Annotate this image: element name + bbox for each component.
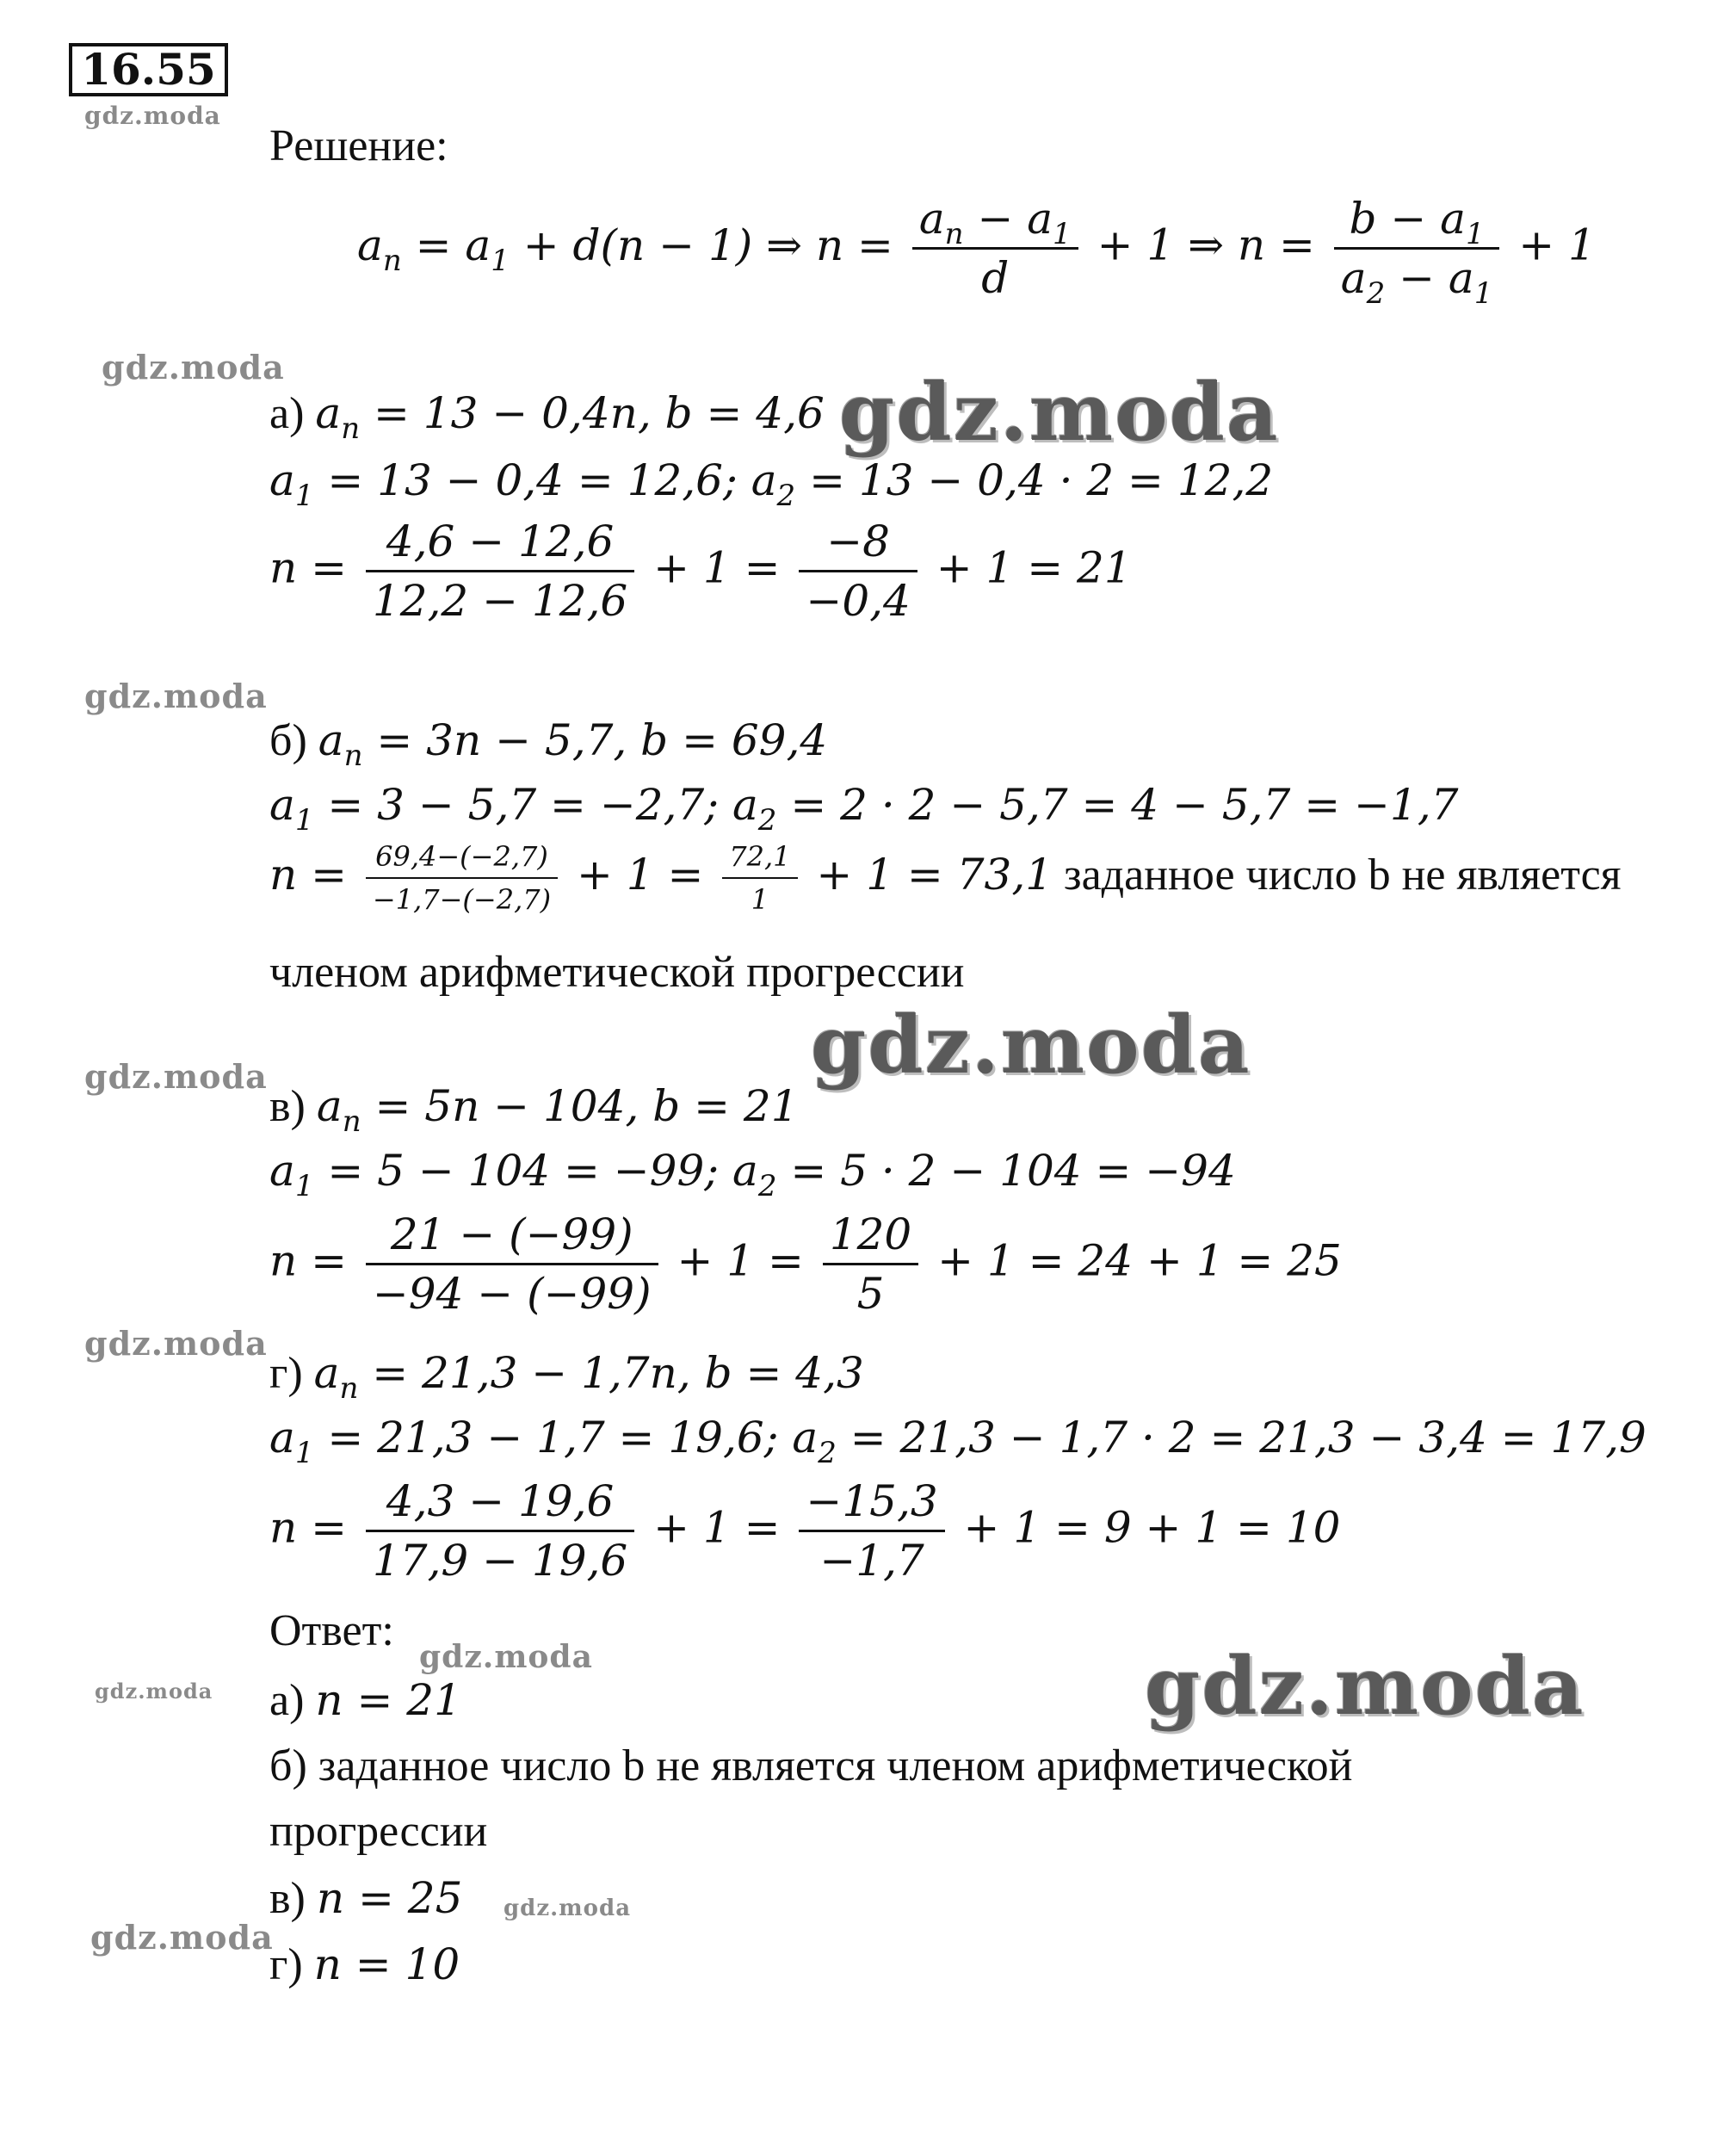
part-g-condition: г) $a_n = 21,3 - 1,7n$, b = 4,3 — [269, 1348, 864, 1406]
watermark: gdz.moda — [102, 348, 285, 386]
formula-fraction-1: $\frac{a_n - a_1}{d}$ — [912, 194, 1078, 303]
watermark: gdz.moda — [90, 1918, 274, 1957]
watermark: gdz.moda — [811, 999, 1251, 1091]
watermark: gdz.moda — [95, 1679, 213, 1704]
part-b-calc: n = $\frac{69,4-(-2,7)}{-1,7-(-2,7)}$ + 1 = $\frac{72,1}{1}$ + 1 = 73,1 заданное число b не является — [269, 840, 1622, 916]
part-a-calc: n = $\frac{4,6 - 12,6}{12,2 - 12,6}$ + 1 = $\frac{-8}{-0,4}$ + 1 = 21 — [269, 516, 1132, 626]
part-b-terms: $a_1 = 3 - 5,7 = -2,7$; $a_2 = 2 \cdot 2 - 5,7 = 4 - 5,7 = -1,7$ — [269, 780, 1459, 838]
answer-a: а) n = 21 — [269, 1675, 461, 1725]
watermark: gdz.moda — [504, 1895, 632, 1921]
part-b-note: членом арифметической прогрессии — [269, 948, 965, 997]
part-a-terms: $a_1 = 13 - 0,4 = 12,6$; $a_2 = 13 - 0,4 \cdot 2 = 12,2$ — [269, 455, 1274, 513]
watermark: gdz.moda — [84, 677, 268, 715]
watermark: gdz.moda — [419, 1639, 593, 1675]
task-number-box: 16.55 — [69, 43, 228, 96]
watermark: gdz.moda — [84, 1057, 268, 1096]
part-g-terms: $a_1 = 21,3 - 1,7 = 19,6$; $a_2 = 21,3 - 1,7 \cdot 2 = 21,3 - 3,4 = 17,9$ — [269, 1413, 1646, 1470]
general-formula: $a_n = a_1 + d(n - 1)$ ⇒ n = $\frac{a_n - a_1}{d}$ + 1 ⇒ n = $\frac{b - a_1}{a_2 - a_1}$ + 1 — [357, 194, 1596, 311]
part-g-calc: n = $\frac{4,3 - 19,6}{17,9 - 19,6}$ + 1 = $\frac{-15,3}{-1,7}$ + 1 = 9 + 1 = 10 — [269, 1476, 1341, 1586]
answer-v: в) n = 25 — [269, 1873, 463, 1923]
answer-b-line2: прогрессии — [269, 1807, 488, 1856]
watermark: gdz.moda — [84, 1324, 268, 1363]
answer-label: Ответ: — [269, 1606, 394, 1655]
part-v-calc: n = $\frac{21 - (-99)}{-94 - (-99)}$ + 1 = $\frac{120}{5}$ + 1 = 24 + 1 = 25 — [269, 1209, 1342, 1319]
watermark: gdz.moda — [839, 366, 1280, 459]
solution-label: Решение: — [269, 121, 448, 170]
answer-g: г) n = 10 — [269, 1939, 460, 1989]
watermark: gdz.moda — [1145, 1640, 1585, 1733]
part-v-terms: $a_1 = 5 - 104 = -99$; $a_2 = 5 \cdot 2 - 104 = -94$ — [269, 1146, 1236, 1203]
part-a-condition: а) $a_n = 13 - 0,4n$, b = 4,6 — [269, 388, 825, 446]
formula-fraction-2: $\frac{b - a_1}{a_2 - a_1}$ — [1334, 194, 1500, 303]
part-b-condition: б) $a_n = 3n - 5,7$, b = 69,4 — [269, 715, 828, 773]
part-v-condition: в) $a_n = 5n - 104$, b = 21 — [269, 1081, 799, 1139]
answer-b-line1: б) заданное число b не является членом арифметической — [269, 1741, 1353, 1790]
watermark: gdz.moda — [84, 102, 221, 130]
